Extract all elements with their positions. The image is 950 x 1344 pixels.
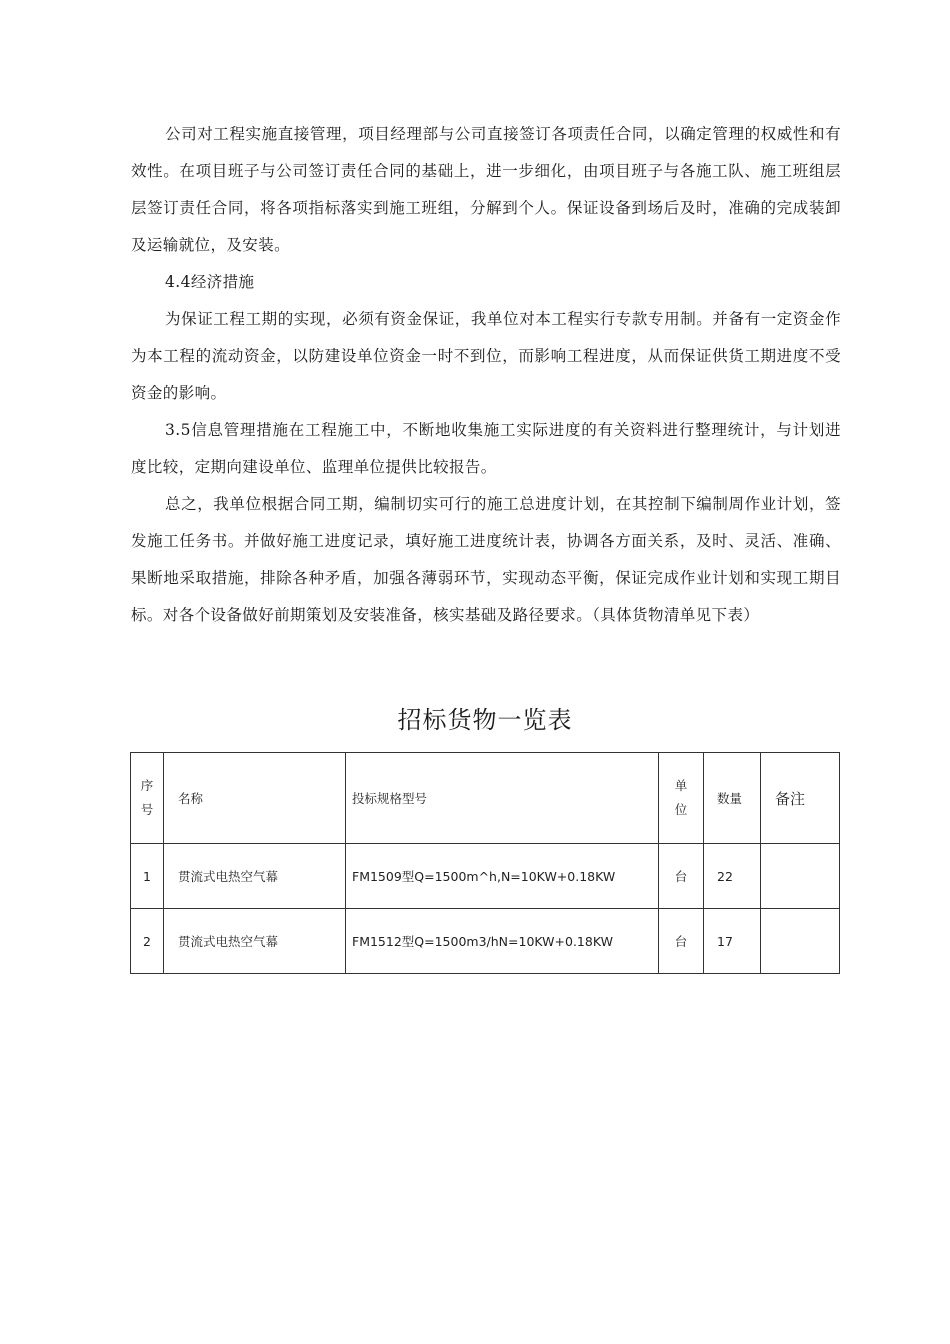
cell-no: 2 <box>131 909 164 974</box>
cell-unit: 台 <box>659 844 704 909</box>
header-cell-no <box>131 753 164 844</box>
header-cell-note: 备注 <box>761 753 840 844</box>
header-cell-unit <box>659 753 704 844</box>
header-cell-name: 名称 <box>164 753 346 844</box>
header-cell-qty: 数量 <box>704 753 761 844</box>
paragraph-economic-heading: 4.4经济措施 <box>165 273 255 291</box>
table-title: 招标货物一览表 <box>397 706 573 734</box>
cell-no: 1 <box>131 844 164 909</box>
paragraph-management: 公司对工程实施直接管理，项目经理部与公司直接签订各项责任合同，以确定管理的权威性和有效性。在项目班子与公司签订责任合同的基础上，进一步细化，由项目班子与各施工队、施工班组层层签订责任合同，将各项指标落实到施工班组，分解到个人。保证设备到场后及时，准确的完成装卸及运输就位，及安装。 <box>131 125 841 254</box>
table-row <box>131 909 840 974</box>
cell-qty: 17 <box>704 909 761 974</box>
cell-note <box>761 844 840 909</box>
header-unit-label: 单位 <box>674 778 688 817</box>
cell-qty: 22 <box>704 844 761 909</box>
paragraph-economic: 为保证工程工期的实现，必须有资金保证，我单位对本工程实行专款专用制。并备有一定资金作为本工程的流动资金，以防建设单位资金一时不到位，而影响工程进度，从而保证供货工期进度不受资金的影响。 <box>131 310 841 402</box>
cell-unit: 台 <box>659 909 704 974</box>
paragraph-information: 3.5信息管理措施在工程施工中，不断地收集施工实际进度的有关资料进行整理统计，与计划进度比较，定期向建设单位、监理单位提供比较报告。 <box>131 421 841 476</box>
cell-spec: FM1512型Q=1500m3/hN=10KW+0.18KW <box>346 909 659 974</box>
table-header-row <box>131 753 840 844</box>
header-no-label: 序号 <box>140 778 154 817</box>
cell-spec: FM1509型Q=1500m^h,N=10KW+0.18KW <box>346 844 659 909</box>
table-row <box>131 844 840 909</box>
paragraph-summary: 总之，我单位根据合同工期，编制切实可行的施工总进度计划，在其控制下编制周作业计划，签发施工任务书。并做好施工进度记录，填好施工进度统计表，协调各方面关系，及时、灵活、准确、果断地采取措施，排除各种矛盾，加强各薄弱环节，实现动态平衡，保证完成作业计划和实现工期目标。对各个设备做好前期策划及安装准备，核实基础及路径要求。（具体货物清单见下表） <box>131 495 841 624</box>
goods-table <box>130 752 840 974</box>
body-text <box>131 116 841 634</box>
header-cell-spec: 投标规格型号 <box>346 753 659 844</box>
cell-name: 贯流式电热空气幕 <box>164 909 346 974</box>
cell-name: 贯流式电热空气幕 <box>164 844 346 909</box>
cell-note <box>761 909 840 974</box>
